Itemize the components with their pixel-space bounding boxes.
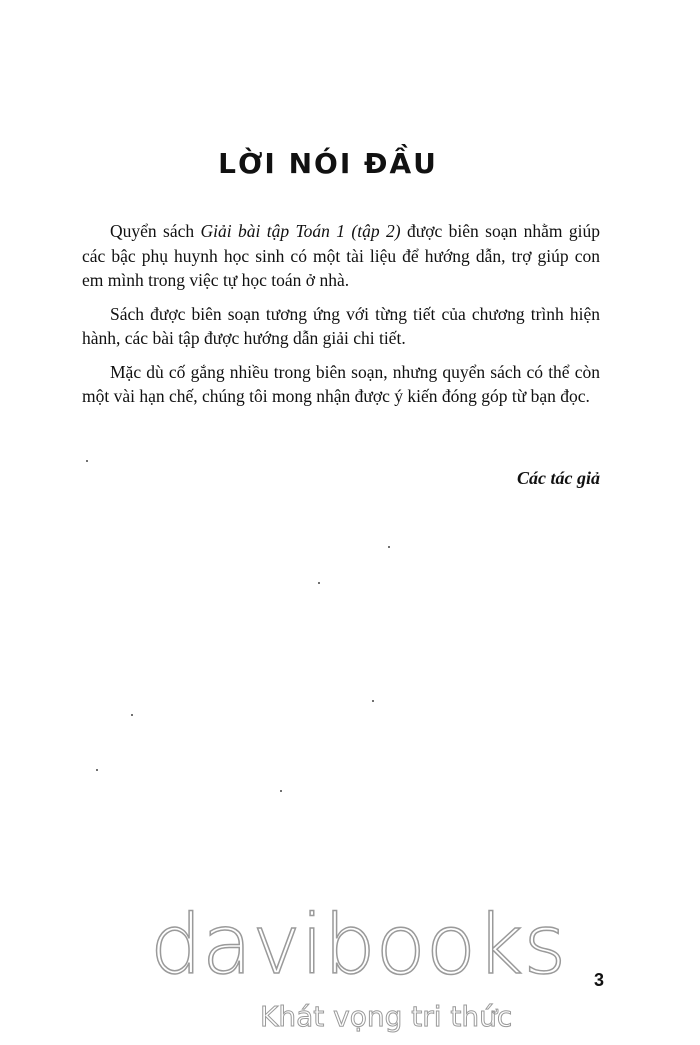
preface-paragraph-2: Sách được biên soạn tương ứng với từng tiết của chương trình hiện hành, các bài tập được hướng dẫn giải chi tiết. <box>82 303 600 348</box>
scan-speck <box>280 790 282 792</box>
preface-paragraph-3: Mặc dù cố gắng nhiều trong biên soạn, nhưng quyển sách có thể còn một vài hạn chế, chúng tôi mong nhận được ý kiến đóng góp từ bạn đọc. <box>82 361 600 406</box>
watermark-tagline: Khát vọng tri thức <box>260 1000 513 1033</box>
author-signature: Các tác giả <box>517 468 600 488</box>
preface-paragraph-1 <box>82 219 600 293</box>
scan-speck <box>318 582 320 584</box>
paragraph-1-intro: Quyển sách <box>110 221 201 241</box>
preface-body <box>82 219 600 418</box>
book-title: Giải bài tập Toán 1 (tập 2) <box>200 221 401 241</box>
page-number: 3 <box>594 970 605 990</box>
scan-speck <box>372 700 374 702</box>
scan-speck <box>131 714 133 716</box>
watermark-logo: davibooks <box>150 898 567 993</box>
page-title: LỜI NÓI ĐẦU <box>218 146 438 180</box>
scan-speck <box>86 460 88 462</box>
paragraph-1-rest: được biên soạn nhằm giúp các bậc phụ huynh học sinh có một tài liệu để hướng dẫn, trợ giúp con em mình trong việc tự học toán ở nhà. <box>82 221 600 290</box>
scan-speck <box>96 769 98 771</box>
watermark <box>150 898 570 1045</box>
scan-speck <box>388 546 390 548</box>
